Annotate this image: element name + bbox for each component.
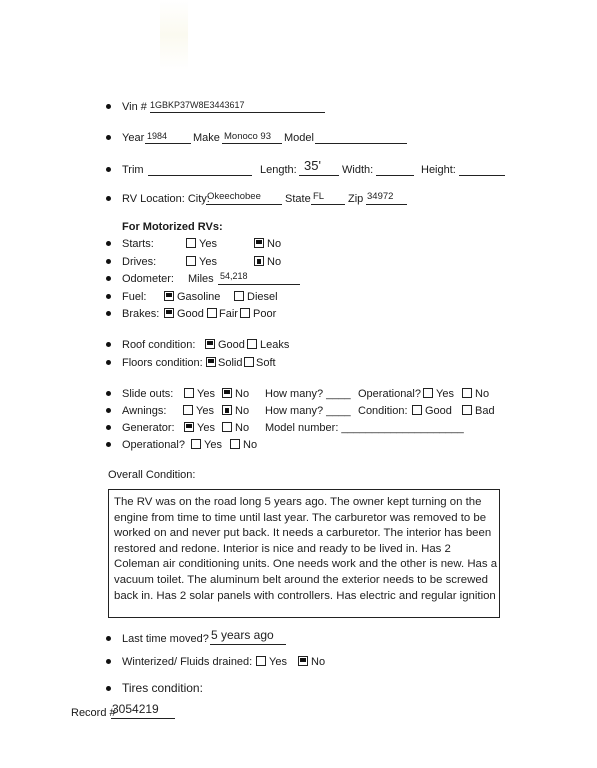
odometer-label: Odometer: (122, 273, 174, 285)
fuel-gasoline-checkbox[interactable] (164, 291, 174, 301)
awnings-yes-label: Yes (196, 405, 214, 417)
bullet (106, 135, 111, 140)
floors-solid-checkbox[interactable] (206, 357, 216, 367)
width-line (376, 175, 414, 176)
generator-label: Generator: (122, 422, 175, 434)
slideouts-operational-no-checkbox[interactable] (462, 388, 472, 398)
winterized-yes-checkbox[interactable] (256, 656, 266, 666)
model-label: Model (284, 132, 314, 144)
drives-no-checkbox[interactable] (254, 256, 264, 266)
bullet (106, 442, 111, 447)
length-value[interactable]: 35' (304, 158, 321, 173)
starts-label: Starts: (122, 238, 154, 250)
drives-label: Drives: (122, 256, 157, 268)
starts-yes-label: Yes (199, 238, 217, 250)
generator-no-checkbox[interactable] (222, 422, 232, 432)
make-label: Make (193, 132, 220, 144)
last-moved-value[interactable]: 5 years ago (211, 628, 274, 642)
bullet (106, 391, 111, 396)
record-label: Record # (71, 707, 116, 719)
city-value[interactable]: Okeechobee (207, 191, 261, 202)
brakes-label: Brakes: (122, 308, 160, 320)
roof-leaks-checkbox[interactable] (247, 339, 257, 349)
vin-value[interactable]: 1GBKP37W8E3443617 (150, 100, 245, 110)
awnings-condition-bad-label: Bad (475, 405, 495, 417)
slideouts-yes-label: Yes (197, 388, 215, 400)
fuel-diesel-label: Diesel (247, 291, 278, 303)
city-line (206, 204, 282, 205)
height-line (459, 175, 505, 176)
miles-label: Miles (188, 273, 214, 285)
bullet (106, 360, 111, 365)
overall-condition-text: The RV was on the road long 5 years ago. The owner kept turning on the engine from time to time until last year. The carburetor was removed to be worked on and never put back. It needs a carburetor. The interior has been restored and redone. Interior is nice and ready to be lived in. Has 2 Coleman air conditioning units. One needs work and the other is new. Has a vacuum toilet. The aluminum belt around the exterior needs to be screwed back in. Has 2 solar panels with controllers. Has electric and regular ignition (114, 496, 498, 602)
slideouts-yes-checkbox[interactable] (184, 388, 194, 398)
generator-model-number: Model number: ____________________ (265, 422, 464, 434)
awnings-no-label: No (235, 405, 250, 417)
zip-label: Zip (348, 193, 364, 205)
slideouts-how-many: How many? ____ (265, 388, 351, 400)
generator-no-label: No (235, 422, 250, 434)
floors-solid-label: Solid (218, 357, 243, 369)
gen-operational-yes-label: Yes (204, 439, 222, 451)
height-label: Height: (421, 164, 456, 176)
location-label: RV Location: City: (122, 193, 210, 205)
bullet (106, 167, 111, 172)
zip-value[interactable]: 34972 (367, 191, 394, 202)
starts-yes-checkbox[interactable] (186, 238, 196, 248)
overall-condition-box[interactable] (108, 489, 500, 618)
awnings-label: Awnings: (122, 405, 167, 417)
awnings-how-many: How many? ____ (265, 405, 351, 417)
floors-soft-label: Soft (256, 357, 276, 369)
slideouts-operational-yes-label: Yes (436, 388, 454, 400)
state-value[interactable]: FL (313, 191, 325, 202)
width-label: Width: (342, 164, 374, 176)
fuel-label: Fuel: (122, 291, 147, 303)
miles-value[interactable]: 54,218 (220, 271, 248, 281)
trim-line (148, 175, 252, 176)
slideouts-operational-yes-checkbox[interactable] (423, 388, 433, 398)
gen-operational-label: Operational? (122, 439, 185, 451)
bullet (106, 636, 111, 641)
length-line (299, 175, 339, 176)
roof-leaks-label: Leaks (260, 339, 290, 351)
roof-good-label: Good (218, 339, 245, 351)
awnings-condition-good-label: Good (425, 405, 452, 417)
fuel-gasoline-label: Gasoline (177, 291, 221, 303)
record-value[interactable]: 3054219 (112, 702, 159, 716)
last-moved-label: Last time moved? (122, 633, 209, 645)
bullet (106, 241, 111, 246)
brakes-fair-checkbox[interactable] (207, 308, 217, 318)
brakes-good-label: Good (177, 308, 204, 320)
make-value[interactable]: Monoco 93 (224, 131, 272, 142)
bullet (106, 408, 111, 413)
bullet (106, 276, 111, 281)
bullet (106, 104, 111, 109)
slideouts-label: Slide outs: (122, 388, 174, 400)
model-line (315, 143, 407, 144)
gen-operational-yes-checkbox[interactable] (191, 439, 201, 449)
starts-no-checkbox[interactable] (254, 238, 264, 248)
roof-label: Roof condition: (122, 339, 196, 351)
gen-operational-no-label: No (243, 439, 258, 451)
slideouts-no-label: No (235, 388, 250, 400)
miles-line (218, 284, 300, 285)
bullet (106, 294, 111, 299)
brakes-fair-label: Fair (219, 308, 238, 320)
year-line (145, 143, 191, 144)
fuel-diesel-checkbox[interactable] (234, 291, 244, 301)
bullet (106, 259, 111, 264)
bullet (106, 425, 111, 430)
roof-good-checkbox[interactable] (205, 339, 215, 349)
awnings-yes-checkbox[interactable] (183, 405, 193, 415)
slideouts-operational-label: Operational? (358, 388, 421, 400)
vin-line (150, 112, 325, 113)
bullet (106, 311, 111, 316)
drives-yes-label: Yes (199, 256, 217, 268)
length-label: Length: (260, 164, 297, 176)
make-line (222, 143, 282, 144)
overall-condition-label: Overall Condition: (108, 469, 196, 481)
record-line (111, 718, 175, 719)
generator-yes-label: Yes (197, 422, 215, 434)
slideouts-no-checkbox[interactable] (222, 388, 232, 398)
year-value[interactable]: 1984 (147, 131, 168, 141)
starts-no-label: No (267, 238, 282, 250)
generator-yes-checkbox[interactable] (184, 422, 194, 432)
zip-line (366, 204, 407, 205)
floors-label: Floors condition: (122, 357, 203, 369)
winterized-label: Winterized/ Fluids drained: (122, 656, 253, 668)
tires-label: Tires condition: (122, 681, 203, 695)
bullet (106, 686, 111, 691)
trim-label: Trim (122, 164, 144, 176)
brakes-poor-checkbox[interactable] (240, 308, 250, 318)
bullet (106, 342, 111, 347)
floors-soft-checkbox[interactable] (244, 357, 254, 367)
winterized-yes-label: Yes (269, 656, 287, 668)
drives-yes-checkbox[interactable] (186, 256, 196, 266)
brakes-good-checkbox[interactable] (164, 308, 174, 318)
awnings-condition-bad-checkbox[interactable] (462, 405, 472, 415)
awnings-condition-good-checkbox[interactable] (412, 405, 422, 415)
vin-label: Vin # (122, 101, 147, 113)
state-line (311, 204, 345, 205)
motorized-heading: For Motorized RVs: (122, 221, 223, 233)
slideouts-operational-no-label: No (475, 388, 490, 400)
winterized-no-label: No (311, 656, 326, 668)
awnings-no-checkbox[interactable] (222, 405, 232, 415)
scan-smudge (160, 0, 188, 70)
winterized-no-checkbox[interactable] (298, 656, 308, 666)
bullet (106, 196, 111, 201)
last-moved-line (210, 644, 286, 645)
bullet (106, 659, 111, 664)
year-label: Year (122, 132, 145, 144)
drives-no-label: No (267, 256, 282, 268)
awnings-condition-label: Condition: (358, 405, 408, 417)
brakes-poor-label: Poor (253, 308, 277, 320)
gen-operational-no-checkbox[interactable] (230, 439, 240, 449)
state-label: State (285, 193, 311, 205)
